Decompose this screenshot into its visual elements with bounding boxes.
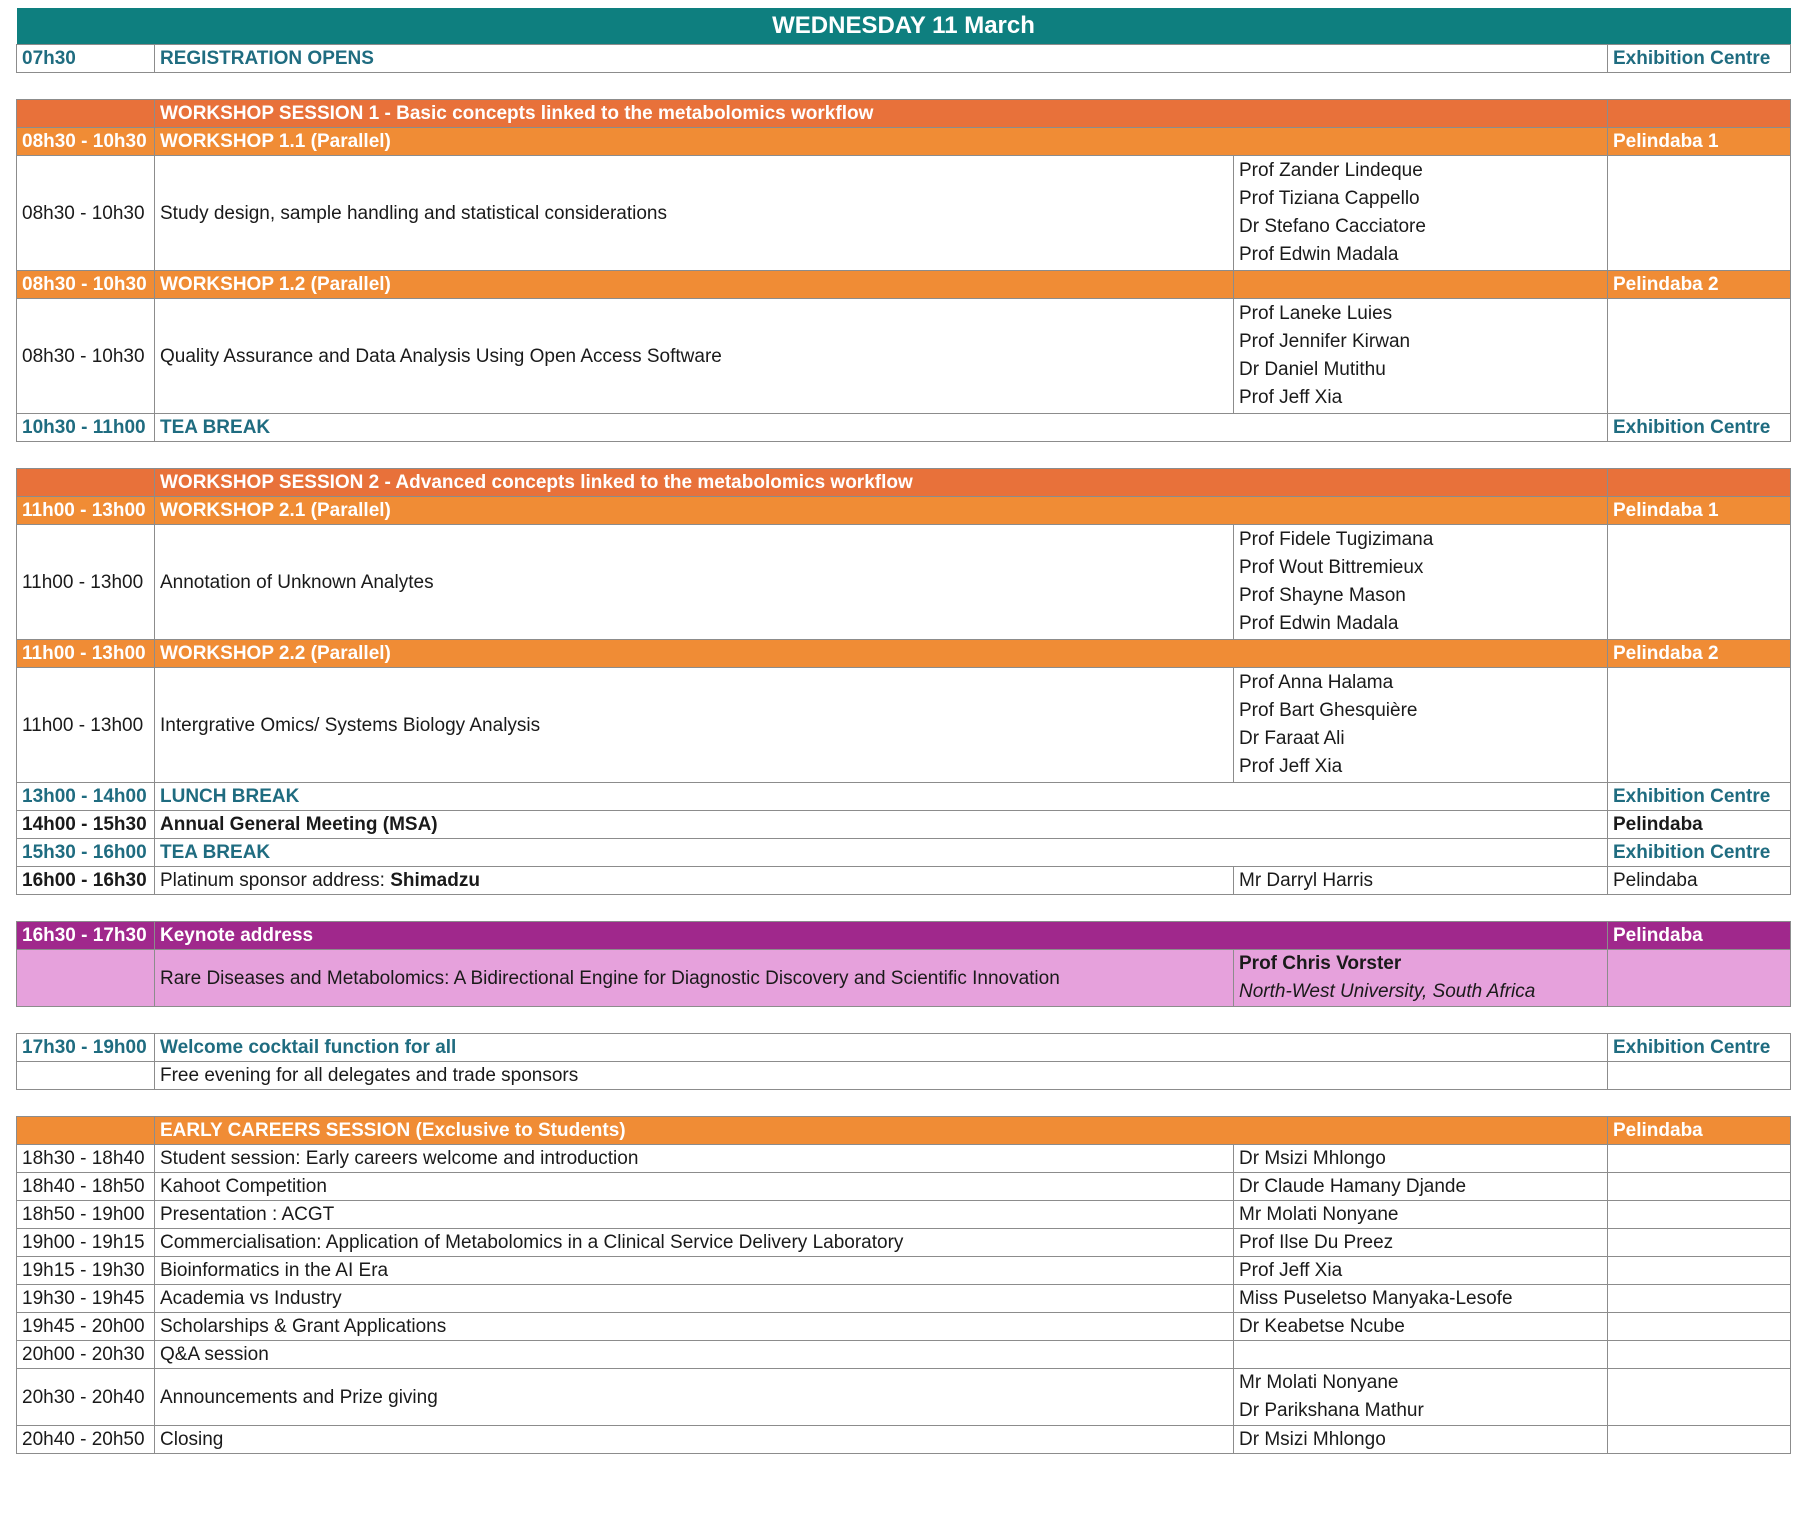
topic-cell: Bioinformatics in the AI Era [155,1257,1234,1285]
time-cell: 19h30 - 19h45 [17,1285,155,1313]
sponsor-name: Shimadzu [390,870,480,891]
time-cell: 08h30 - 10h30 [17,128,155,156]
speakers-cell [1234,156,1608,271]
speaker: Prof Jeff Xia [1239,387,1343,408]
cocktail-row [17,1034,1791,1062]
speaker: Mr Molati Nonyane [1239,1372,1399,1393]
day-title: WEDNESDAY 11 March [17,8,1791,45]
keynote-label: Keynote address [155,922,1608,950]
table-row [17,1229,1791,1257]
time-cell: 14h00 - 15h30 [17,811,155,839]
free-evening-row [17,1062,1791,1090]
item-label: TEA BREAK [155,839,1608,867]
time-cell: 16h30 - 17h30 [17,922,155,950]
speaker: Dr Stefano Cacciatore [1239,216,1426,237]
workshop-label: WORKSHOP 1.1 (Parallel) [155,128,1608,156]
speaker-cell: Mr Darryl Harris [1234,867,1608,895]
speaker: Dr Faraat Ali [1239,728,1345,749]
item-label: Free evening for all delegates and trade sponsors [155,1062,1608,1090]
table-row [17,1201,1791,1229]
keynote-speaker: Prof Chris Vorster [1239,953,1402,974]
workshop-2-1-detail [17,525,1791,640]
programme [16,8,1790,1454]
venue-cell: Exhibition Centre [1608,45,1791,73]
speaker: Prof Jennifer Kirwan [1239,331,1411,352]
agm-row [17,811,1791,839]
table-row [17,1285,1791,1313]
venue-cell: Exhibition Centre [1608,414,1791,442]
table-row [17,1313,1791,1341]
speaker: Prof Fidele Tugizimana [1239,529,1434,550]
topic-cell: Annotation of Unknown Analytes [155,525,1234,640]
speaker: Prof Laneke Luies [1239,303,1393,324]
lunch-break-row [17,783,1791,811]
speaker: Prof Wout Bittremieux [1239,557,1424,578]
time-cell: 08h30 - 10h30 [17,271,155,299]
speaker: Dr Parikshana Mathur [1239,1400,1424,1421]
speakers-cell [1234,1369,1608,1426]
speaker-cell: Prof Jeff Xia [1234,1257,1608,1285]
sponsor-row [17,867,1791,895]
speaker-cell [1234,1341,1608,1369]
venue-cell: Pelindaba [1608,867,1791,895]
speaker-cell: Miss Puseletso Manyaka-Lesofe [1234,1285,1608,1313]
speaker: Prof Jeff Xia [1239,756,1343,777]
venue-cell: Pelindaba 2 [1608,640,1791,668]
item-label: REGISTRATION OPENS [155,45,1608,73]
venue-cell: Pelindaba 1 [1608,128,1791,156]
session-title: WORKSHOP SESSION 1 - Basic concepts linked to the metabolomics workflow [155,100,1608,128]
workshop-label: WORKSHOP 2.2 (Parallel) [155,640,1608,668]
time-cell: 19h45 - 20h00 [17,1313,155,1341]
table-row [17,1341,1791,1369]
topic-cell: Rare Diseases and Metabolomics: A Bidirectional Engine for Diagnostic Discovery and Scientific Innovation [155,950,1234,1007]
registration-row [17,45,1791,73]
time-cell: 19h15 - 19h30 [17,1257,155,1285]
speakers-cell [1234,668,1608,783]
schedule-table [16,8,1791,1454]
time-cell: 20h40 - 20h50 [17,1426,155,1454]
venue-cell: Pelindaba [1608,811,1791,839]
workshop-label: WORKSHOP 2.1 (Parallel) [155,497,1608,525]
venue-cell: Pelindaba [1608,922,1791,950]
venue-cell: Pelindaba 1 [1608,497,1791,525]
speakers-cell [1234,299,1608,414]
time-cell: 08h30 - 10h30 [17,299,155,414]
topic-cell: Intergrative Omics/ Systems Biology Analysis [155,668,1234,783]
speaker: Prof Zander Lindeque [1239,160,1423,181]
keynote-affiliation: North-West University, South Africa [1239,981,1536,1002]
early-careers-header [17,1117,1791,1145]
speaker: Prof Bart Ghesquière [1239,700,1418,721]
time-cell: 11h00 - 13h00 [17,525,155,640]
speaker-cell: Prof Ilse Du Preez [1234,1229,1608,1257]
time-cell: 13h00 - 14h00 [17,783,155,811]
speaker: Prof Anna Halama [1239,672,1394,693]
time-cell: 20h00 - 20h30 [17,1341,155,1369]
workshop-1-1-detail [17,156,1791,271]
item-label: LUNCH BREAK [155,783,1608,811]
topic-cell: Closing [155,1426,1234,1454]
topic-cell: Quality Assurance and Data Analysis Using Open Access Software [155,299,1234,414]
topic-cell: Scholarships & Grant Applications [155,1313,1234,1341]
keynote-header [17,922,1791,950]
venue-cell: Exhibition Centre [1608,839,1791,867]
topic-cell: Q&A session [155,1341,1234,1369]
topic-cell: Commercialisation: Application of Metabolomics in a Clinical Service Delivery Laboratory [155,1229,1234,1257]
venue-cell: Pelindaba [1608,1117,1791,1145]
time-cell: 18h40 - 18h50 [17,1173,155,1201]
speaker-cell: Dr Keabetse Ncube [1234,1313,1608,1341]
speaker-cell: Dr Claude Hamany Djande [1234,1173,1608,1201]
speaker: Prof Shayne Mason [1239,585,1406,606]
speaker-cell: Mr Molati Nonyane [1234,1201,1608,1229]
time-cell: 15h30 - 16h00 [17,839,155,867]
speaker-cell: Dr Msizi Mhlongo [1234,1145,1608,1173]
topic-cell: Kahoot Competition [155,1173,1234,1201]
speaker: Dr Daniel Mutithu [1239,359,1386,380]
item-label: TEA BREAK [155,414,1608,442]
time-cell: 07h30 [17,45,155,73]
time-cell: 20h30 - 20h40 [17,1369,155,1426]
keynote-detail [17,950,1791,1007]
speaker: Prof Edwin Madala [1239,613,1399,634]
time-cell: 16h00 - 16h30 [17,867,155,895]
table-row [17,1426,1791,1454]
tea-break-row [17,839,1791,867]
topic-cell: Student session: Early careers welcome and introduction [155,1145,1234,1173]
item-label: Annual General Meeting (MSA) [155,811,1608,839]
sponsor-prefix: Platinum sponsor address: [160,870,391,891]
workshop-2-2-header [17,640,1791,668]
venue-cell: Exhibition Centre [1608,783,1791,811]
session-2-header [17,469,1791,497]
table-row [17,1173,1791,1201]
workshop-1-1-header [17,128,1791,156]
session-title: EARLY CAREERS SESSION (Exclusive to Students) [155,1117,1608,1145]
workshop-1-2-detail [17,299,1791,414]
time-cell: 11h00 - 13h00 [17,640,155,668]
speaker: Prof Edwin Madala [1239,244,1399,265]
speaker-cell: Dr Msizi Mhlongo [1234,1426,1608,1454]
workshop-2-1-header [17,497,1791,525]
time-cell: 11h00 - 13h00 [17,497,155,525]
time-cell: 18h30 - 18h40 [17,1145,155,1173]
session-1-header [17,100,1791,128]
table-row [17,1369,1791,1426]
table-row [17,1145,1791,1173]
workshop-2-2-detail [17,668,1791,783]
workshop-1-2-header [17,271,1791,299]
time-cell: 19h00 - 19h15 [17,1229,155,1257]
speaker: Prof Tiziana Cappello [1239,188,1420,209]
topic-cell: Presentation : ACGT [155,1201,1234,1229]
topic-cell [155,867,1234,895]
time-cell: 17h30 - 19h00 [17,1034,155,1062]
topic-cell: Study design, sample handling and statistical considerations [155,156,1234,271]
venue-cell: Pelindaba 2 [1608,271,1791,299]
speakers-cell [1234,525,1608,640]
time-cell: 11h00 - 13h00 [17,668,155,783]
item-label: Welcome cocktail function for all [155,1034,1608,1062]
time-cell: 18h50 - 19h00 [17,1201,155,1229]
speakers-cell [1234,950,1608,1007]
time-cell: 10h30 - 11h00 [17,414,155,442]
session-title: WORKSHOP SESSION 2 - Advanced concepts linked to the metabolomics workflow [155,469,1608,497]
time-cell: 08h30 - 10h30 [17,156,155,271]
topic-cell: Announcements and Prize giving [155,1369,1234,1426]
workshop-label: WORKSHOP 1.2 (Parallel) [155,271,1234,299]
venue-cell: Exhibition Centre [1608,1034,1791,1062]
tea-break-row [17,414,1791,442]
table-row [17,1257,1791,1285]
topic-cell: Academia vs Industry [155,1285,1234,1313]
